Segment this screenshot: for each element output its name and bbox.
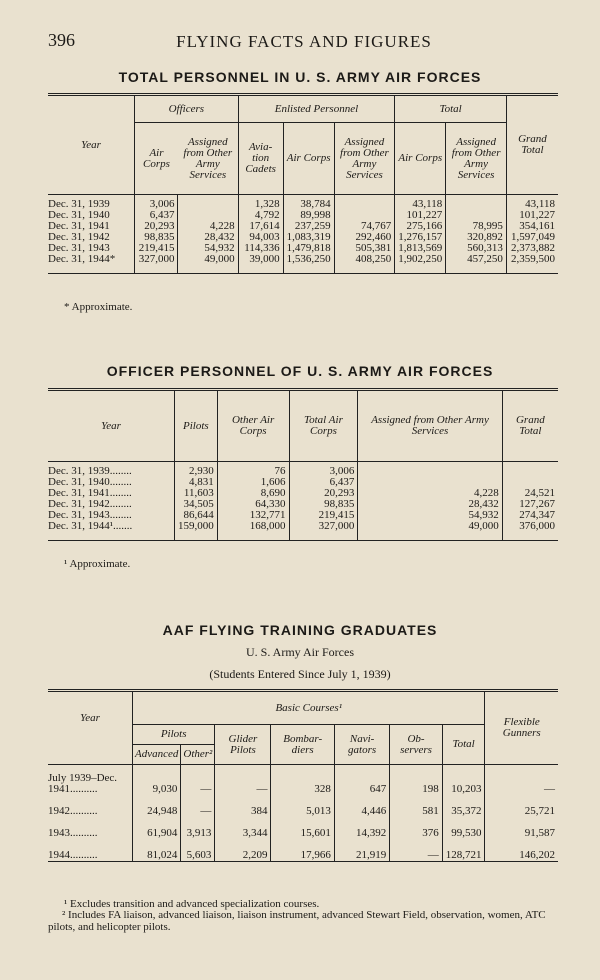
data-cell: 25,721 [485, 795, 558, 817]
table-row [48, 765, 558, 796]
data-cell: 132,771 [217, 510, 289, 521]
data-cell: 128,721 [442, 839, 485, 862]
col-navigators: Navi- gators [334, 725, 389, 765]
page-header [48, 30, 560, 56]
data-cell: 354,161 [506, 221, 558, 232]
col-year: Year [80, 711, 100, 724]
col-officers-assigned: Assigned from Other Army Services [183, 135, 233, 181]
training-graduates-table [48, 689, 558, 862]
col-assigned: Assigned from Other Army Services [358, 390, 502, 462]
data-cell: 101,227 [395, 210, 446, 221]
data-cell [446, 195, 507, 211]
group-pilots: Pilots [133, 725, 215, 745]
col-total-air-corps: Air Corps [395, 123, 446, 195]
table-row [48, 839, 558, 862]
data-cell: 4,792 [238, 210, 283, 221]
data-cell: 1,902,250 [395, 254, 446, 274]
data-cell: 28,432 [358, 499, 502, 510]
col-year: Year [81, 138, 101, 151]
data-cell: — [485, 765, 558, 796]
col-pilots: Pilots [175, 390, 218, 462]
row-year-cell: Dec. 31, 1943........ [48, 509, 132, 521]
data-cell: 2,930 [175, 462, 218, 478]
row-year-cell: 1942.......... [48, 805, 98, 817]
data-cell: 38,784 [283, 195, 334, 211]
data-cell: 4,831 [175, 477, 218, 488]
data-cell: 14,392 [334, 817, 389, 839]
data-cell: 581 [390, 795, 442, 817]
row-year-cell: 1943.......... [48, 827, 98, 839]
data-cell: 237,259 [283, 221, 334, 232]
data-cell: 1,479,818 [283, 243, 334, 254]
data-cell: 1,813,569 [395, 243, 446, 254]
data-cell: 376 [390, 817, 442, 839]
data-cell: 78,995 [446, 221, 507, 232]
data-cell: 3,006 [289, 462, 358, 478]
col-enlisted-assigned: Assigned from Other Army Services [334, 123, 395, 195]
data-cell: 114,336 [238, 243, 283, 254]
data-cell: 101,227 [506, 210, 558, 221]
data-cell: 505,381 [334, 243, 395, 254]
data-cell: 146,202 [485, 839, 558, 862]
section3-subtitle-2: (Students Entered Since July 1, 1939) [209, 667, 391, 681]
data-cell: 168,000 [217, 521, 289, 541]
data-cell: 17,966 [271, 839, 334, 862]
data-cell: 1,597,049 [506, 232, 558, 243]
data-cell [502, 462, 558, 478]
data-cell: 4,446 [334, 795, 389, 817]
data-cell: 384 [215, 795, 271, 817]
data-cell: 219,415 [289, 510, 358, 521]
row-year-cell: 1944.......... [48, 849, 98, 861]
data-cell: 292,460 [334, 232, 395, 243]
group-enlisted: Enlisted Personnel [238, 95, 395, 123]
data-cell: 6,437 [135, 210, 178, 221]
row-year-cell: Dec. 31, 1939........ [48, 465, 132, 477]
data-cell: 647 [334, 765, 389, 796]
data-cell: 8,690 [217, 488, 289, 499]
data-cell: 6,437 [289, 477, 358, 488]
col-other-pilots: Other² [181, 745, 215, 765]
data-cell: 275,166 [395, 221, 446, 232]
data-cell: 2,359,500 [506, 254, 558, 274]
data-cell: 35,372 [442, 795, 485, 817]
data-cell: 1,606 [217, 477, 289, 488]
data-cell: 94,003 [238, 232, 283, 243]
data-cell: 1,328 [238, 195, 283, 211]
data-cell: 1,276,157 [395, 232, 446, 243]
data-cell: 15,601 [271, 817, 334, 839]
row-year-cell: Dec. 31, 1944¹....... [48, 520, 133, 532]
row-year-cell: Dec. 31, 1940........ [48, 476, 132, 488]
data-cell: 89,998 [283, 210, 334, 221]
row-year-cell: Dec. 31, 1943 [48, 242, 110, 254]
data-cell [334, 195, 395, 211]
table-row [48, 254, 558, 274]
row-year-cell: July 1939–Dec. 1941.......... [48, 765, 133, 796]
row-year-cell: Dec. 31, 1940 [48, 209, 110, 221]
officer-personnel-table [48, 388, 558, 541]
data-cell: 91,587 [485, 817, 558, 839]
col-grand-total: Grand Total [506, 95, 558, 195]
section2-title: OFFICER PERSONNEL OF U. S. ARMY AIR FORCES [106, 363, 494, 379]
data-cell: 54,932 [358, 510, 502, 521]
row-year-cell: Dec. 31, 1942........ [48, 498, 132, 510]
col-year: Year [101, 419, 121, 432]
section3-subtitle: U. S. Army Air Forces [246, 645, 354, 659]
data-cell: 24,521 [502, 488, 558, 499]
data-cell: 20,293 [135, 221, 178, 232]
data-cell: 64,330 [217, 499, 289, 510]
group-officers: Officers [135, 95, 239, 123]
data-cell: 5,013 [271, 795, 334, 817]
table-row [48, 521, 558, 541]
data-cell: 328 [271, 765, 334, 796]
col-advanced: Advanced [133, 745, 181, 765]
data-cell: 219,415 [135, 243, 178, 254]
data-cell: 54,932 [178, 243, 238, 254]
data-cell: 43,118 [395, 195, 446, 211]
section1-title: TOTAL PERSONNEL IN U. S. ARMY AIR FORCES [118, 69, 482, 85]
data-cell: 376,000 [502, 521, 558, 541]
data-cell: 98,835 [289, 499, 358, 510]
row-year-cell: Dec. 31, 1939 [48, 198, 110, 210]
data-cell: 2,373,882 [506, 243, 558, 254]
data-cell: 43,118 [506, 195, 558, 211]
data-cell: 17,614 [238, 221, 283, 232]
table-row [48, 195, 558, 211]
group-total: Total [395, 95, 507, 123]
data-cell: 560,313 [446, 243, 507, 254]
data-cell [358, 462, 502, 478]
data-cell: 10,203 [442, 765, 485, 796]
running-title: FLYING FACTS AND FIGURES [176, 32, 432, 51]
data-cell: 49,000 [178, 254, 238, 274]
data-cell: 74,767 [334, 221, 395, 232]
data-cell: 61,904 [133, 817, 181, 839]
data-cell: 198 [390, 765, 442, 796]
data-cell: 5,603 [181, 839, 215, 862]
group-basic-courses: Basic Courses¹ [133, 691, 485, 725]
data-cell: 408,250 [334, 254, 395, 274]
data-cell: 457,250 [446, 254, 507, 274]
section3-title: AAF FLYING TRAINING GRADUATES [162, 622, 438, 638]
data-cell: 327,000 [289, 521, 358, 541]
data-cell: 24,948 [133, 795, 181, 817]
data-cell: — [181, 795, 215, 817]
col-officers-air-corps: Air Corps [135, 123, 178, 195]
data-cell: 34,505 [175, 499, 218, 510]
data-cell: 4,228 [178, 221, 238, 232]
section3-footnote-1: ¹ Excludes transition and advanced specialization courses. [64, 898, 320, 910]
data-cell: — [181, 765, 215, 796]
data-cell: 39,000 [238, 254, 283, 274]
data-cell: 21,919 [334, 839, 389, 862]
table-row [48, 462, 558, 478]
col-total-air-corps: Total Air Corps [289, 390, 358, 462]
data-cell: 320,892 [446, 232, 507, 243]
table-row [48, 795, 558, 817]
section1-footnote: * Approximate. [64, 301, 133, 313]
data-cell: — [390, 839, 442, 862]
col-total: Total [442, 725, 485, 765]
data-cell: 98,835 [135, 232, 178, 243]
data-cell: 86,644 [175, 510, 218, 521]
data-cell: 3,913 [181, 817, 215, 839]
col-other-air-corps: Other Air Corps [217, 390, 289, 462]
data-cell: 76 [217, 462, 289, 478]
data-cell: 127,267 [502, 499, 558, 510]
section3-footnote-2: ² Includes FA liaison, advanced liaison, liaison instrument, advanced Stewart Field, observation, women, ATC pilots, and helicopter pilots. [48, 909, 546, 933]
table-row [48, 817, 558, 839]
row-year-cell: Dec. 31, 1941........ [48, 487, 132, 499]
data-cell: 28,432 [178, 232, 238, 243]
col-flexible-gunners: Flexible Gunners [485, 691, 558, 765]
data-cell: 99,530 [442, 817, 485, 839]
data-cell: 81,024 [133, 839, 181, 862]
page-number: 396 [48, 30, 75, 50]
col-total-assigned: Assigned from Other Army Services [446, 123, 507, 195]
data-cell: 159,000 [175, 521, 218, 541]
col-bombardiers: Bombar- diers [271, 725, 334, 765]
data-cell: 49,000 [358, 521, 502, 541]
data-cell: 4,228 [358, 488, 502, 499]
data-cell: 2,209 [215, 839, 271, 862]
total-personnel-table [48, 93, 558, 274]
col-enlisted-air-corps: Air Corps [283, 123, 334, 195]
col-grand-total: Grand Total [502, 390, 558, 462]
data-cell [178, 195, 238, 211]
data-cell: 1,083,319 [283, 232, 334, 243]
col-glider-pilots: Glider Pilots [215, 725, 271, 765]
data-cell: 11,603 [175, 488, 218, 499]
row-year-cell: Dec. 31, 1944* [48, 253, 116, 265]
section2-footnote: ¹ Approximate. [64, 558, 131, 570]
data-cell: 1,536,250 [283, 254, 334, 274]
row-year-cell: Dec. 31, 1941 [48, 220, 110, 232]
data-cell: 3,344 [215, 817, 271, 839]
data-cell: 274,347 [502, 510, 558, 521]
col-observers: Ob- servers [390, 725, 442, 765]
data-cell: 9,030 [133, 765, 181, 796]
row-year-cell: Dec. 31, 1942 [48, 231, 110, 243]
data-cell: 20,293 [289, 488, 358, 499]
data-cell: 327,000 [135, 254, 178, 274]
col-aviation-cadets: Avia- tion Cadets [238, 123, 283, 195]
row-year-label-prefix: July 1939–Dec. [48, 772, 118, 784]
data-cell: 3,006 [135, 195, 178, 211]
data-cell: — [215, 765, 271, 796]
